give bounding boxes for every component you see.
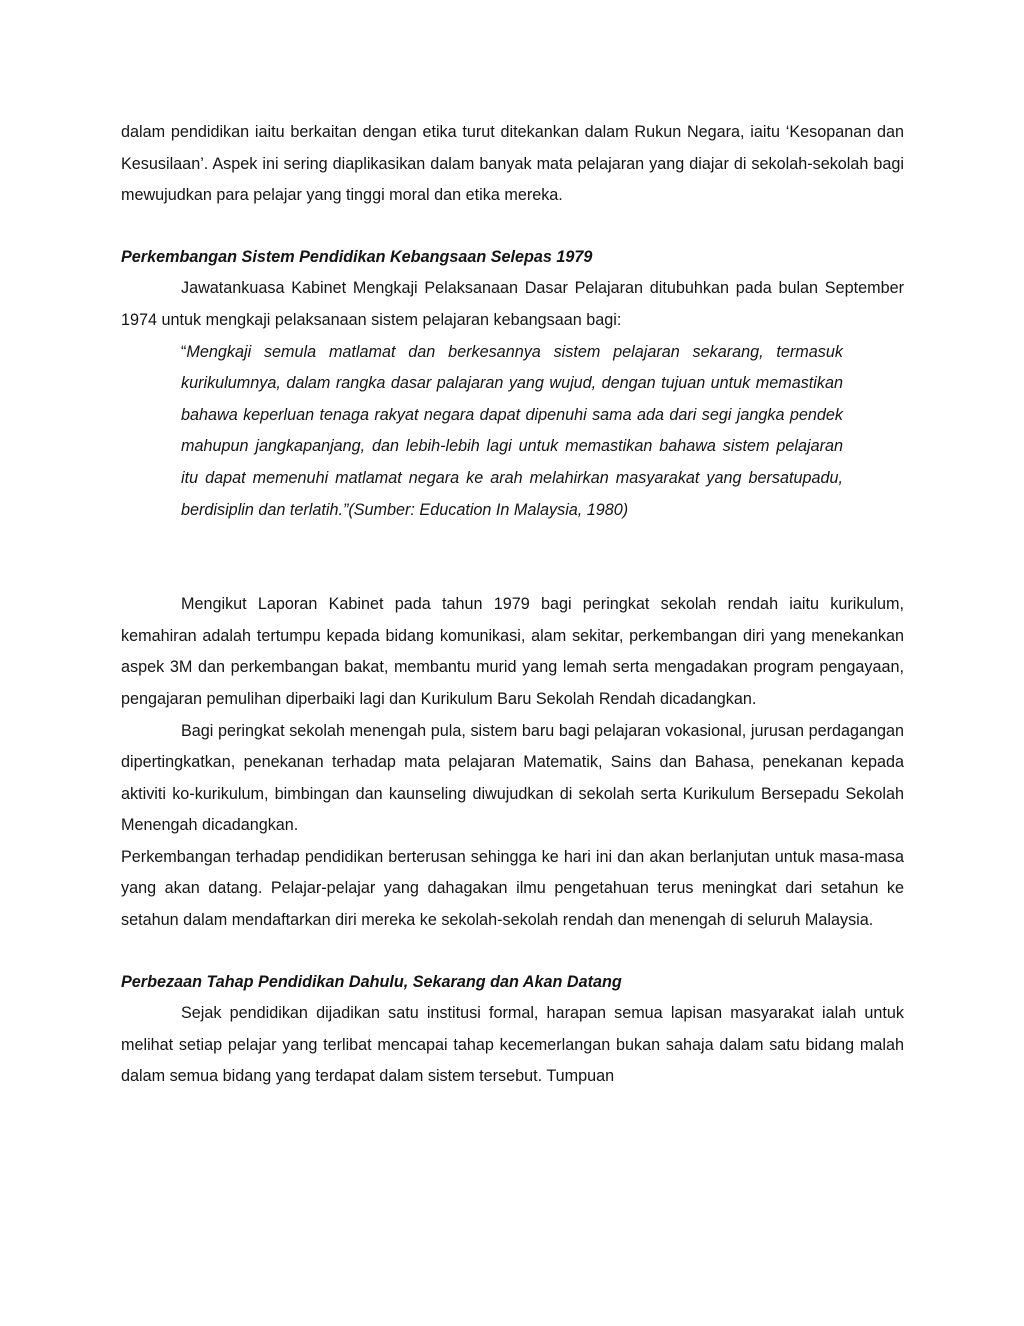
spacer xyxy=(121,526,904,589)
block-quote xyxy=(181,337,843,527)
section-heading-development: Perkembangan Sistem Pendidikan Kebangsaan Selepas 1979 xyxy=(121,247,593,266)
quote-text: Mengkaji semula matlamat dan berkesannya sistem pelajaran sekarang, termasuk kurikulumnya, dalam rangka dasar palajaran yang wujud, dengan tujuan untuk memastikan bahawa keperluan tenaga rakyat negara dapat dipenuhi sama ada dari segi jangka pendek mahupun jangkapanjang, dan lebih-lebih lagi untuk memastikan bahawa sistem pelajaran itu dapat memenuhi matlamat negara ke arah melahirkan masyarakat yang bersatupadu, berdisiplin dan terlatih.”(Sumber: Education In Malaysia, 1980) xyxy=(181,342,843,519)
paragraph-primary-school: Mengikut Laporan Kabinet pada tahun 1979 bagi peringkat sekolah rendah iaitu kurikulum, kemahiran adalah tertumpu kepada bidang komunikasi, alam sekitar, perkembangan diri yang menekankan aspek 3M dan perkembangan bakat, membantu murid yang lemah serta mengadakan program pengayaan, pengajaran pemulihan diperbaiki lagi dan Kurikulum Baru Sekolah Rendah dicadangkan. xyxy=(121,595,904,708)
paragraph-formal-education: Sejak pendidikan dijadikan satu institusi formal, harapan semua lapisan masyarakat ialah untuk melihat setiap pelajar yang terlibat mencapai tahap kecemerlangan bukan sahaja dalam satu bidang malah dalam semua bidang yang terdapat dalam sistem tersebut. Tumpuan xyxy=(121,1004,904,1086)
paragraph-continuing-education: Perkembangan terhadap pendidikan berterusan sehingga ke hari ini dan akan berlanjutan untuk masa-masa yang akan datang. Pelajar-pelajar yang dahagakan ilmu pengetahuan terus meningkat dari setahun ke setahun dalam mendaftarkan diri mereka ke sekolah-sekolah rendah dan menengah di seluruh Malaysia. xyxy=(121,847,904,930)
paragraph-committee: Jawatankuasa Kabinet Mengkaji Pelaksanaan Dasar Pelajaran ditubuhkan pada bulan September 1974 untuk mengkaji pelaksanaan sistem pelajaran kebangsaan bagi: xyxy=(121,279,904,329)
quote-open-mark: “ xyxy=(181,342,187,361)
paragraph-secondary-school: Bagi peringkat sekolah menengah pula, sistem baru bagi pelajaran vokasional, jurusan perdagangan dipertingkatkan, penekanan terhadap mata pelajaran Matematik, Sains dan Bahasa, penekanan kepada aktiviti ko-kurikulum, bimbingan dan kaunseling diwujudkan di sekolah serta Kurikulum Bersepadu Sekolah Menengah dicadangkan. xyxy=(121,721,904,835)
spacer xyxy=(121,937,904,967)
paragraph-intro: dalam pendidikan iaitu berkaitan dengan etika turut ditekankan dalam Rukun Negara, iaitu ‘Kesopanan dan Kesusilaan’. Aspek ini sering diaplikasikan dalam banyak mata pelajaran yang diajar di sekolah-sekolah bagi mewujudkan para pelajar yang tinggi moral dan etika mereka. xyxy=(121,123,904,205)
spacer xyxy=(121,212,904,242)
section-heading-differences: Perbezaan Tahap Pendidikan Dahulu, Sekarang dan Akan Datang xyxy=(121,972,622,991)
page-body xyxy=(121,117,904,1093)
